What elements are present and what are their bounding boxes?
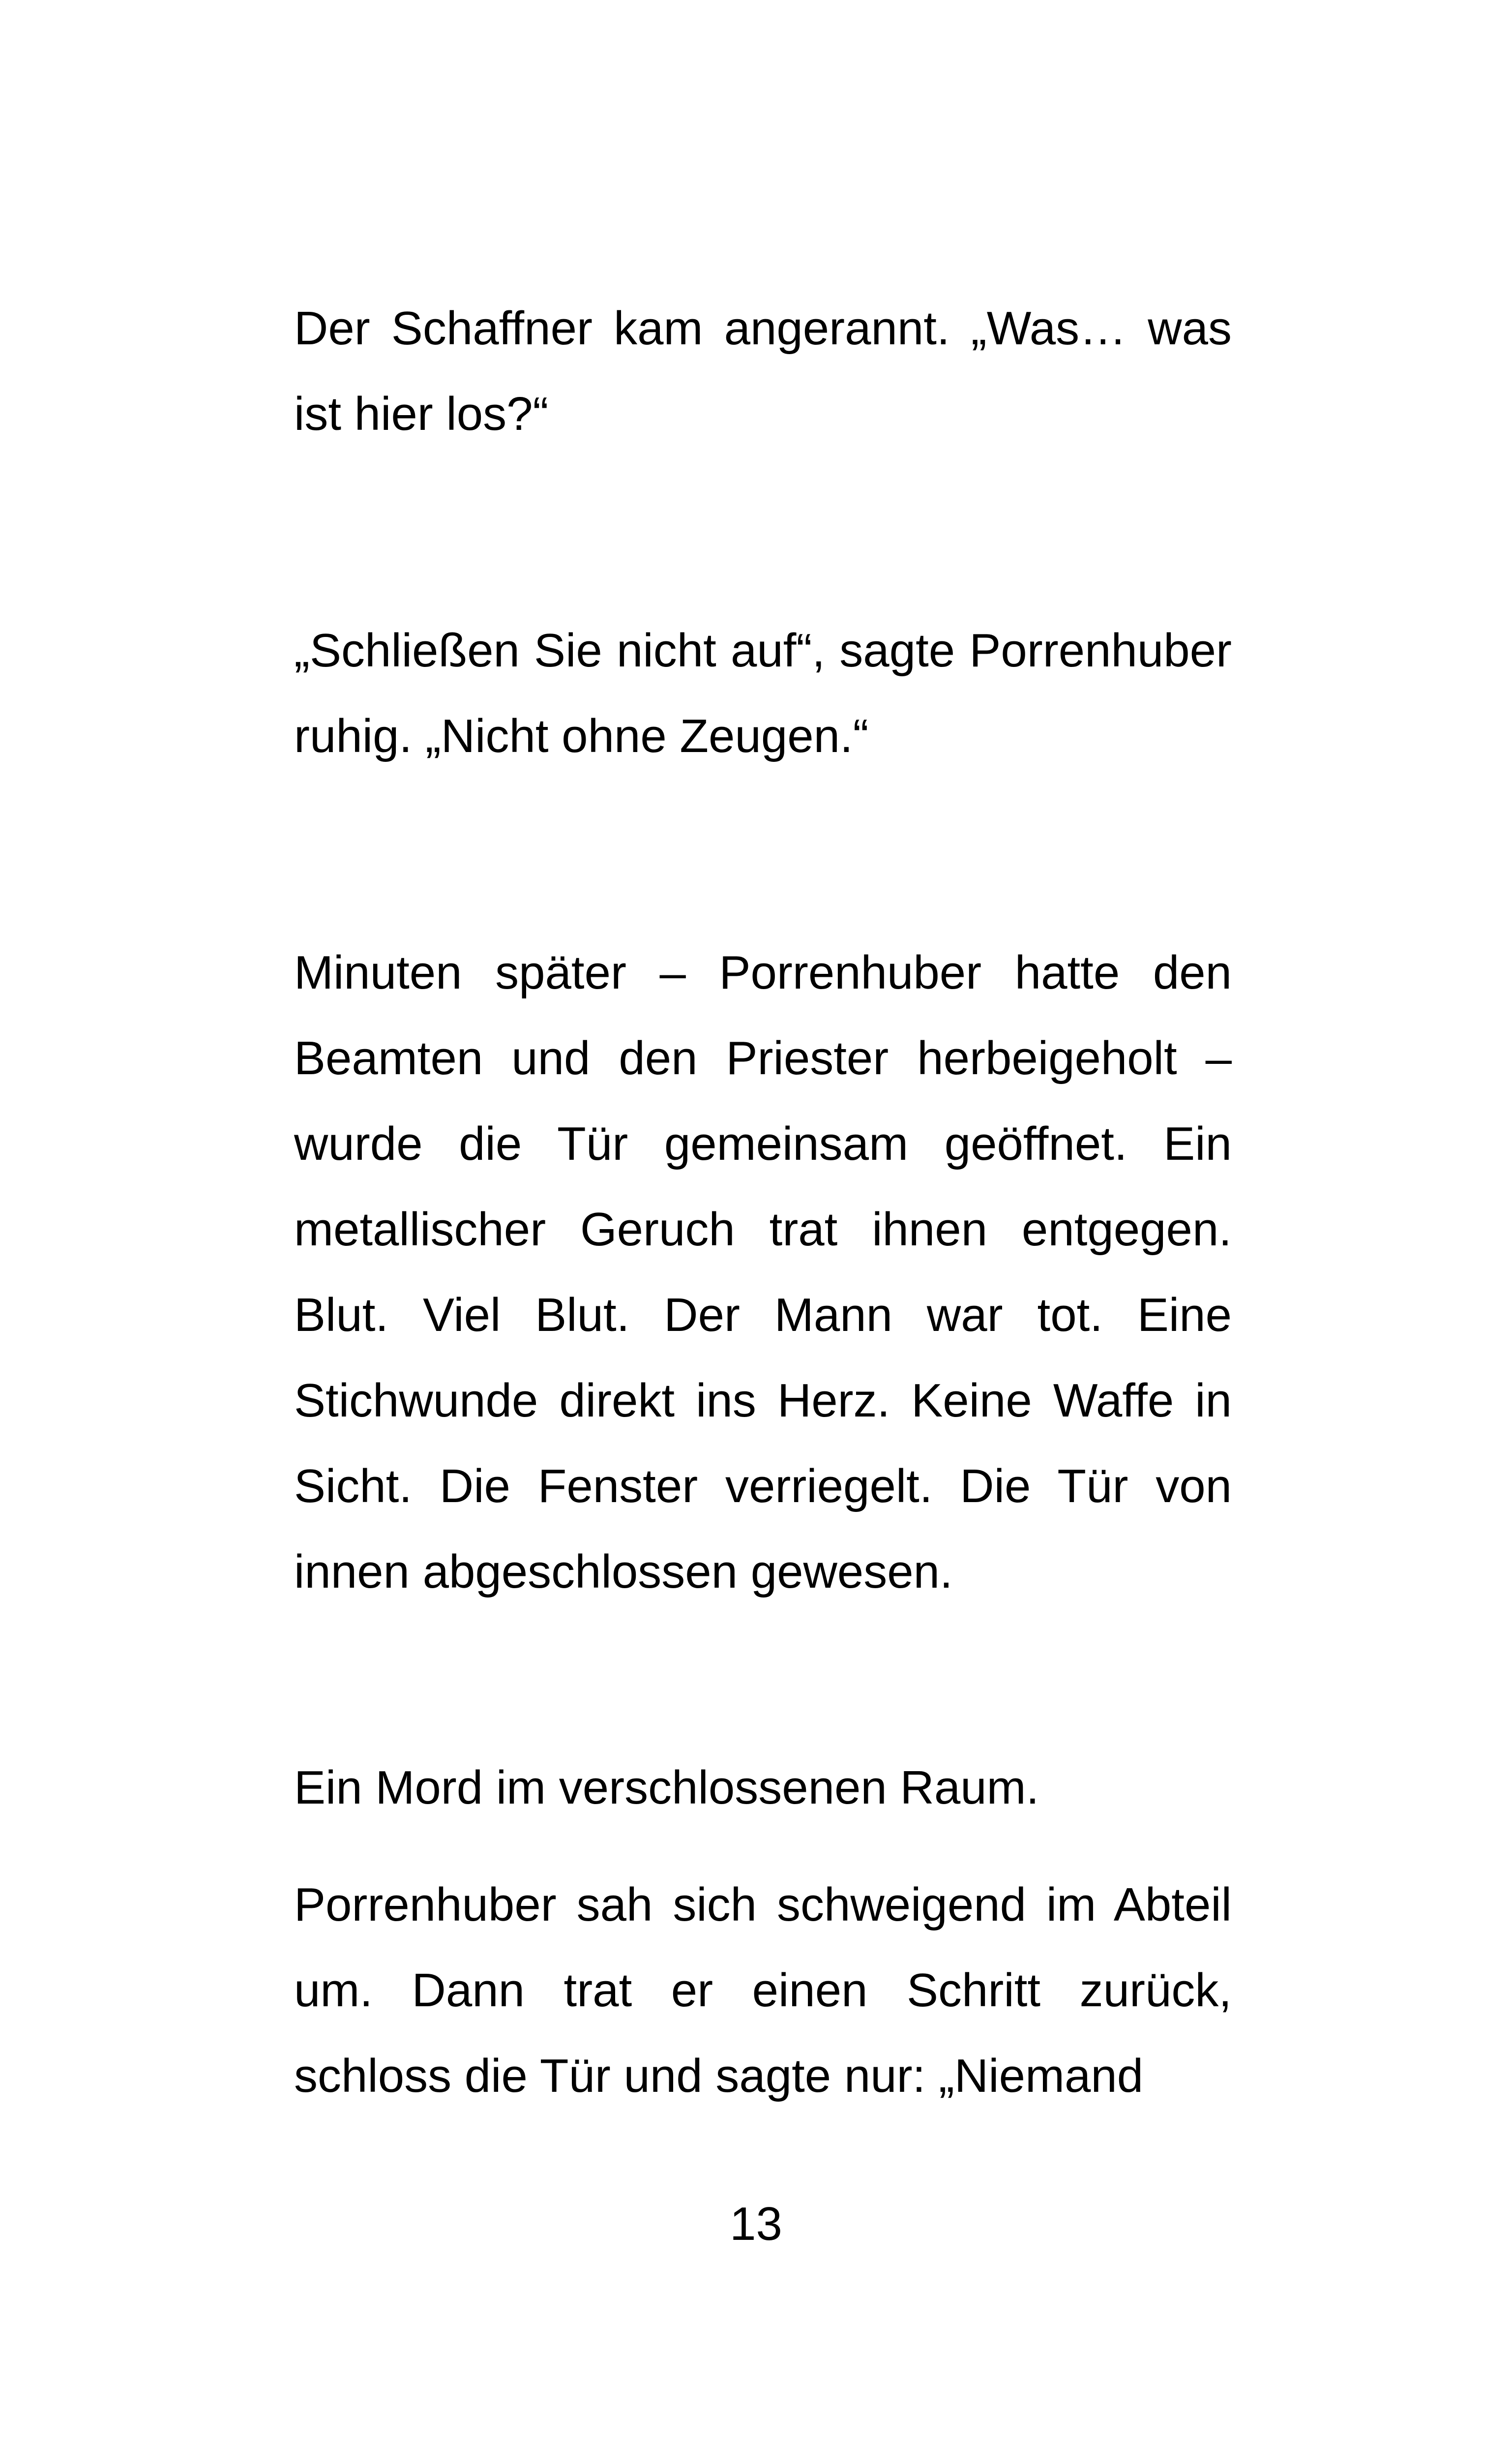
paragraph-1: Der Schaffner kam angerannt. „Was… was ist hier los?“ (294, 302, 1232, 440)
paragraph-4: Ein Mord im verschlossenen Raum. (294, 1761, 1039, 1814)
page-number: 13 (730, 2198, 782, 2250)
paragraph-2: „Schließen Sie nicht auf“, sagte Porrenhuber ruhig. „Nicht ohne Zeugen.“ (294, 624, 1232, 762)
paragraph-5: Porrenhuber sah sich schweigend im Abteil um. Dann trat er einen Schritt zurück, schloss die Tür und sagte nur: „Niemand (294, 1878, 1232, 2102)
paragraph-3: Minuten später – Porrenhuber hatte den Beamten und den Priester herbeigeholt – wurde die Tür gemeinsam geöffnet. Ein metallischer Geruch trat ihnen entgegen. Blut. Viel Blut. Der Mann war tot. Eine Stichwunde direkt ins Herz. Keine Waffe in Sicht. Die Fenster verriegelt. Die Tür von innen abgeschlossen gewesen. (294, 946, 1232, 1598)
